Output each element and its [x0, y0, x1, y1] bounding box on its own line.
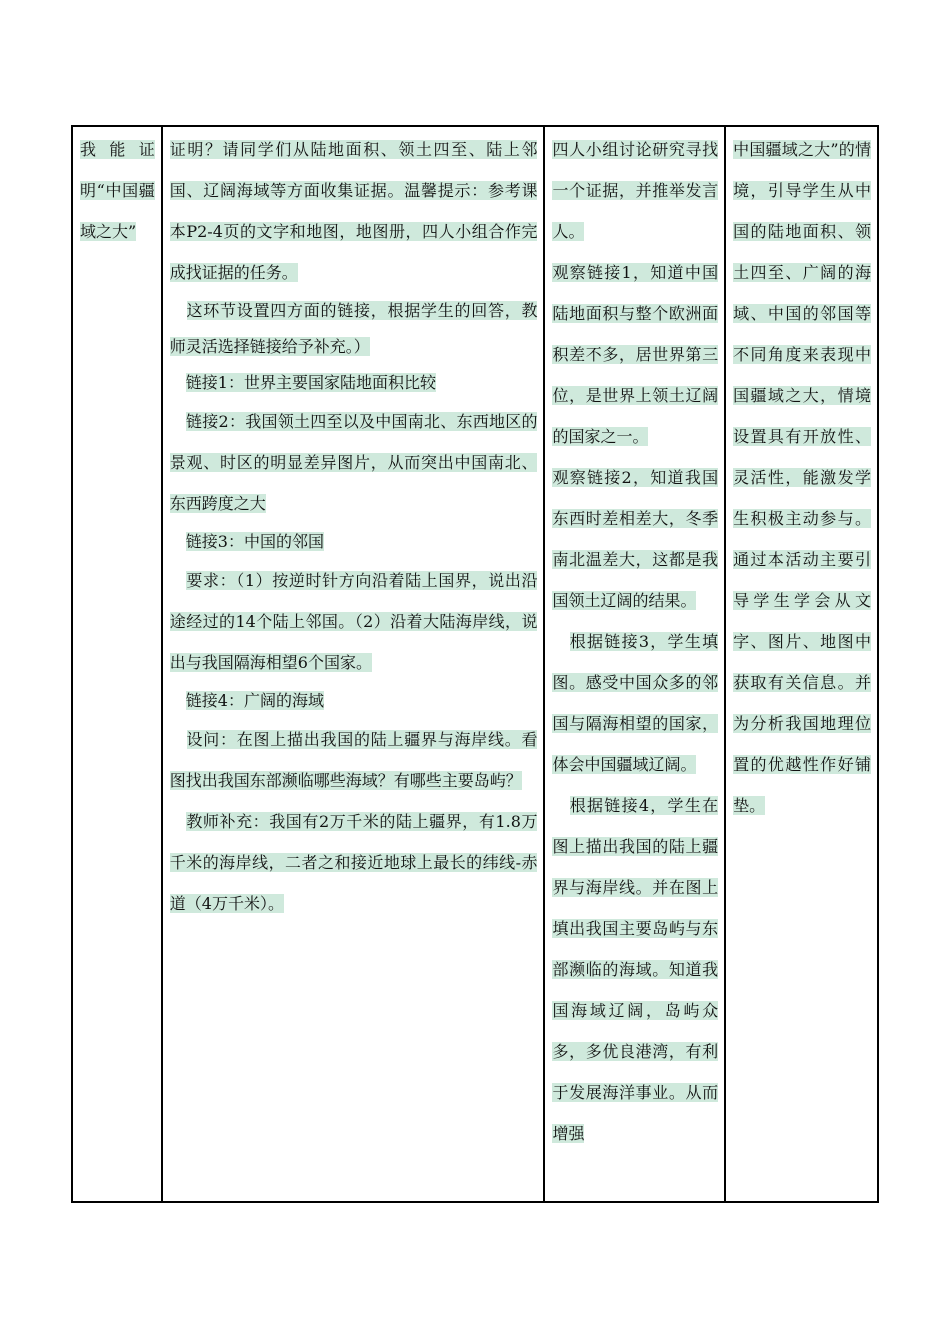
teacher-paragraph: 证明？请同学们从陆地面积、领土四至、陆上邻国、辽阔海域等方面收集证据。温馨提示：参考课本P2-4页的文字和地图，地图册，四人小组合作完成找证据的任务。 — [169, 140, 538, 282]
teacher-link-4: 链接4：广阔的海域 — [185, 691, 324, 710]
teacher-question: 设问：在图上描出我国的陆上疆界与海岸线。看图找出我国东部濒临哪些海域？有哪些主要岛屿？ — [169, 730, 538, 790]
student-paragraph: 四人小组讨论研究寻找一个证据，并推举发言人。 — [552, 140, 719, 241]
student-paragraph: 观察链接2，知道我国东西时差相差大，冬季南北温差大，这都是我国领土辽阔的结果。 — [552, 468, 719, 610]
student-activity-cell — [544, 126, 725, 1202]
activity-title: 我能证明“中国疆域之大” — [80, 140, 155, 241]
student-paragraph: 观察链接1，知道中国陆地面积与整个欧洲面积差不多，居世界第三位，是世界上领土辽阔的国家之一。 — [552, 263, 719, 446]
teacher-link-2: 链接2：我国领土四至以及中国南北、东西地区的景观、时区的明显差异图片，从而突出中国南北、东西跨度之大 — [169, 412, 538, 513]
student-paragraph: 根据链接3，学生填图。感受中国众多的邻国与隔海相望的国家，体会中国疆域辽阔。 — [552, 632, 719, 774]
teacher-activity-cell — [162, 126, 545, 1202]
teacher-link-1: 链接1：世界主要国家陆地面积比较 — [185, 373, 436, 392]
lesson-plan-table — [71, 125, 879, 1203]
teacher-requirement: 要求：（1）按逆时针方向沿着陆上国界，说出沿途经过的14个陆上邻国。（2）沿着大陆海岸线，说出与我国隔海相望6个国家。 — [169, 571, 538, 672]
table-row — [72, 126, 878, 1202]
teacher-link-3: 链接3：中国的邻国 — [185, 532, 324, 551]
teacher-supplement: 教师补充：我国有2万千米的陆上疆界，有1.8万千米的海岸线，二者之和接近地球上最长的纬线-赤道（4万千米）。 — [169, 812, 538, 913]
design-intent-cell — [725, 126, 878, 1202]
design-intent-text: 中国疆域之大”的情境，引导学生从中国的陆地面积、领土四至、广阔的海域、中国的邻国等不同角度来表现中国疆域之大，情境设置具有开放性、灵活性，能激发学生积极主动参与。通过本活动主要引导学生学会从文字、图片、地图中获取有关信息。并为分析我国地理位置的优越性作好铺垫。 — [733, 140, 871, 815]
teacher-paragraph: 这环节设置四方面的链接，根据学生的回答，教师灵活选择链接给予补充。） — [169, 301, 538, 356]
activity-title-cell — [72, 126, 162, 1202]
student-paragraph: 根据链接4，学生在图上描出我国的陆上疆界与海岸线。并在图上填出我国主要岛屿与东部濒临的海域。知道我国海域辽阔，岛屿众多，多优良港湾，有利于发展海洋事业。从而增强 — [552, 796, 719, 1143]
